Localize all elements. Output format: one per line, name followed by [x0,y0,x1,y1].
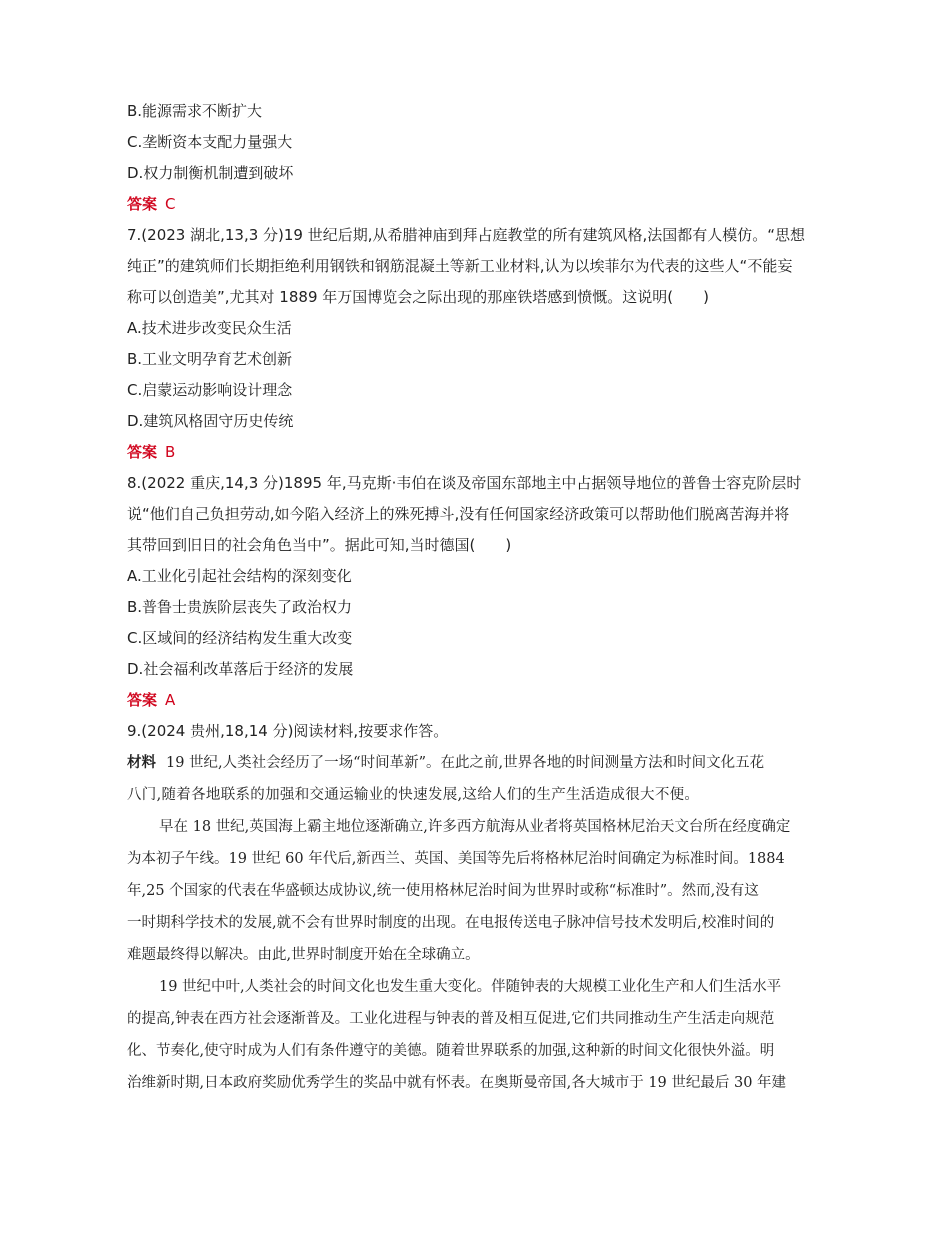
q6-option-d: D.权力制衡机制遭到破坏 [127,164,294,182]
q7-option-d: D.建筑风格固守历史传统 [127,412,294,430]
q9-p2-line-2: 为本初子午线。19 世纪 60 年代后,新西兰、英国、美国等先后将格林尼治时间确定为标准时间。1884 [127,851,785,867]
q9-p2-line-4: 一时期科学技术的发展,就不会有世界时制度的出现。在电报传送电子脉冲信号技术发明后,校准时间的 [127,915,775,931]
q9-p3-line-2: 的提高,钟表在西方社会逐渐普及。工业化进程与钟表的普及相互促进,它们共同推动生产生活走向规范 [127,1011,775,1027]
q9-p3-line-3: 化、节奏化,使守时成为人们有条件遵守的美德。随着世界联系的加强,这种新的时间文化很快外溢。明 [127,1043,775,1059]
q9-p1-line-2: 八门,随着各地联系的加强和交通运输业的快速发展,这给人们的生产生活造成很大不便。 [127,787,700,803]
q6-answer-value: C [165,195,176,213]
q7-stem-line-3: 称可以创造美”,尤其对 1889 年万国博览会之际出现的那座铁塔感到愤慨。这说明( ) [127,288,709,306]
q8-answer-label: 答案 [127,691,158,709]
q6-option-c: C.垄断资本支配力量强大 [127,133,293,151]
q8-answer [127,685,827,716]
q7-option-c: C.启蒙运动影响设计理念 [127,381,293,399]
q8-option-d: D.社会福利改革落后于经济的发展 [127,660,354,678]
q6-answer [127,189,827,220]
q8-stem-line-3: 其带回到旧日的社会角色当中”。据此可知,当时德国( ) [127,536,512,554]
q8-stem-line-2: 说“他们自己负担劳动,如今陷入经济上的殊死搏斗,没有任何国家经济政策可以帮助他们脱离苦海并将 [127,505,790,523]
q9-p3-line-4: 治维新时期,日本政府奖励优秀学生的奖品中就有怀表。在奥斯曼帝国,各大城市于 19 世纪最后 30 年建 [127,1075,787,1091]
q8-option-b: B.普鲁士贵族阶层丧失了政治权力 [127,598,353,616]
q7-stem-line-2: 纯正”的建筑师们长期拒绝利用钢铁和钢筋混凝土等新工业材料,认为以埃菲尔为代表的这些人“不能妄 [127,257,793,275]
document-page [127,96,827,1099]
q8-stem-line-1: 8.(2022 重庆,14,3 分)1895 年,马克斯·韦伯在谈及帝国东部地主中占据领导地位的普鲁士容克阶层时 [127,474,802,492]
q7-answer [127,437,827,468]
q7-answer-label: 答案 [127,443,158,461]
q7-stem-line-1: 7.(2023 湖北,13,3 分)19 世纪后期,从希腊神庙到拜占庭教堂的所有建筑风格,法国都有人模仿。“思想 [127,226,806,244]
q9-p1-line-1: 19 世纪,人类社会经历了一场“时间革新”。在此之前,世界各地的时间测量方法和时间文化五花 [166,755,765,771]
q7-option-b: B.工业文明孕育艺术创新 [127,350,293,368]
q7-option-a: A.技术进步改变民众生活 [127,319,292,337]
q8-option-a: A.工业化引起社会结构的深刻变化 [127,567,352,585]
q9-p2-line-3: 年,25 个国家的代表在华盛顿达成协议,统一使用格林尼治时间为世界时或称“标准时”。然而,没有这 [127,883,759,899]
q9-p3-line-1: 19 世纪中叶,人类社会的时间文化也发生重大变化。伴随钟表的大规模工业化生产和人们生活水平 [159,979,782,995]
q7-answer-value: B [165,443,176,461]
q9-p2-line-5: 难题最终得以解决。由此,世界时制度开始在全球确立。 [127,947,480,963]
q9-p2-line-1: 早在 18 世纪,英国海上霸主地位逐渐确立,许多西方航海从业者将英国格林尼治天文台所在经度确定 [159,819,791,835]
q9-material-label: 材料 [127,755,156,771]
q9-material-line-1 [127,747,827,779]
q6-answer-label: 答案 [127,195,158,213]
q9-stem: 9.(2024 贵州,18,14 分)阅读材料,按要求作答。 [127,722,449,740]
q6-option-b: B.能源需求不断扩大 [127,102,263,120]
q8-answer-value: A [165,691,176,709]
q8-option-c: C.区域间的经济结构发生重大改变 [127,629,353,647]
